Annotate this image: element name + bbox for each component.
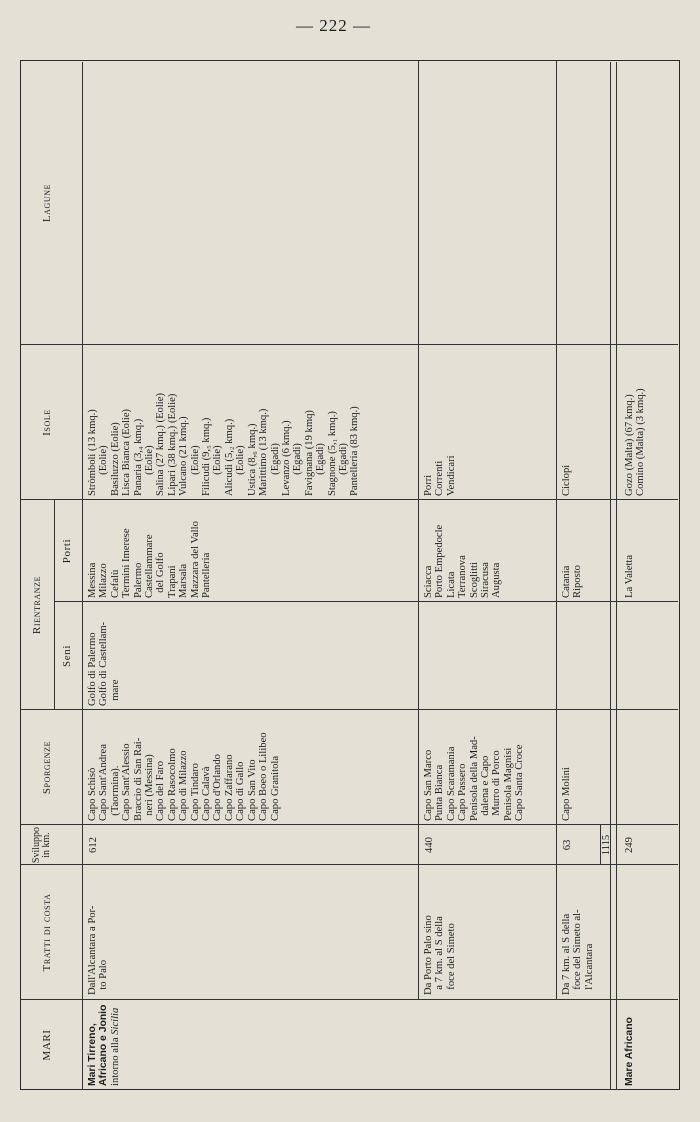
header-sporgenze: Sporgenze xyxy=(41,740,53,795)
tratto-cell: Da Porto Palo sino a 7 km. al S della foce del Simeto xyxy=(423,915,457,995)
seni-cell: Golfo di Palermo Golfo di Castellam- mare xyxy=(87,621,121,706)
header-seni: Seni xyxy=(61,645,73,667)
col-sep xyxy=(20,824,678,825)
header-rientranze: Rientranze xyxy=(31,575,43,635)
sviluppo-cell: 249 xyxy=(624,837,635,853)
isole-cell: Stròmboli (13 kmq.) (Eolie) Basiluzzo (Eolie) Lisca Bianca (Eolie) Panaria (3,₄ kmq.) (Eolie) Salina (27 kmq.) (Eolie) Lipari (38 kmq.) (Eolie) Vulcano (21 kmq.) (Eolie) Filicudi (9,₅ kmq.) (Eolie) Alicudi (5,₂ kmq.) (Eolie) Ustica (8,₆ kmq.) Marìttimo (13 kmq.) (Egadi) Levanzo (6 kmq.) (Egadi) Favignana (19 kmq) (Egadi) Stagnone (5,₁ kmq.) (Egadi) Pantelleria (83 kmq.) xyxy=(87,393,361,496)
col-sep xyxy=(20,864,678,865)
mare-note-italic: Sicilia xyxy=(109,1007,121,1035)
coast-table xyxy=(20,60,680,1090)
isole-cell: Ciclopi xyxy=(561,464,572,496)
page-number: — 222 — xyxy=(296,16,371,35)
total-cell: 1115 xyxy=(601,834,612,856)
porti-cell: Sciacca Porto Empedocle Licata Terranova Scoglitti Siracusa Augusta xyxy=(423,524,503,598)
tratto-cell: Da 7 km. al S della foce del Simeto al- l'Alcantara xyxy=(561,909,595,995)
sviluppo-cell: 440 xyxy=(424,837,435,853)
sporgenze-cell: Capo Molini xyxy=(561,767,572,821)
header-tratti: Tratti di costa xyxy=(41,893,53,972)
sviluppo-cell: 63 xyxy=(562,839,573,851)
header-lagune: Lagune xyxy=(41,183,53,223)
header-sep xyxy=(82,62,83,1090)
sporgenze-cell: Capo Schisò Capo Sant'Andrea (Taormina). Capo Sant'Alessio Braccio di San Rai- neri (Messina) Capo del Faro Capo Rasocolmo Capo di Milazzo Capo Tindaro Capo Calavà Capo d'Orlando Capo Zaffarano Capo di Gallo Capo San Vito Capo Boeo o Lilibeo Capo Granitola xyxy=(87,732,281,821)
header-sub-sep xyxy=(54,500,55,710)
header-sviluppo: Sviluppo in km. xyxy=(31,826,52,864)
header-isole: Isole xyxy=(41,409,53,436)
header-mari: MARI xyxy=(41,1029,53,1061)
mare-cell xyxy=(87,1002,121,1086)
porti-cell: Messina Milazzo Cefalù Termini Imerese Palermo Castellammare del Golfo Trapani Marsala Mazzara del Vallo Pantelleria xyxy=(87,521,213,598)
row-sep xyxy=(610,62,611,1090)
mare-note: intorno alla xyxy=(109,1034,121,1086)
isole-cell: Gozo (Malta) (67 kmq.) Comino (Malta) (3 kmq.) xyxy=(624,388,647,496)
col-sep xyxy=(20,709,678,710)
header-porti: Porti xyxy=(61,538,73,564)
sviluppo-cell: 612 xyxy=(88,837,99,853)
col-sep xyxy=(54,601,678,602)
col-sep xyxy=(20,999,678,1000)
mare-name: Mari Tirreno, Africano e Jonio xyxy=(87,1004,110,1086)
row-sep xyxy=(418,61,419,1000)
row-sep xyxy=(616,62,617,1090)
porti-cell: La Valetta xyxy=(624,554,635,598)
isole-cell: Porri Correnti Vendicari xyxy=(423,455,457,496)
porti-cell: Catania Riposto xyxy=(561,565,584,598)
mare-cell: Mare Africano xyxy=(624,1017,635,1086)
sporgenze-cell: Capo San Marco Punta Bianca Capo Scaramania Capo Passero Penisola della Mad- dalena e Capo Murro di Porco Penisola Magnisi Capo Santa Croce xyxy=(423,736,526,821)
row-sep xyxy=(556,61,557,1000)
tratto-cell: Dall'Alcantara a Por- to Palo xyxy=(87,905,110,995)
